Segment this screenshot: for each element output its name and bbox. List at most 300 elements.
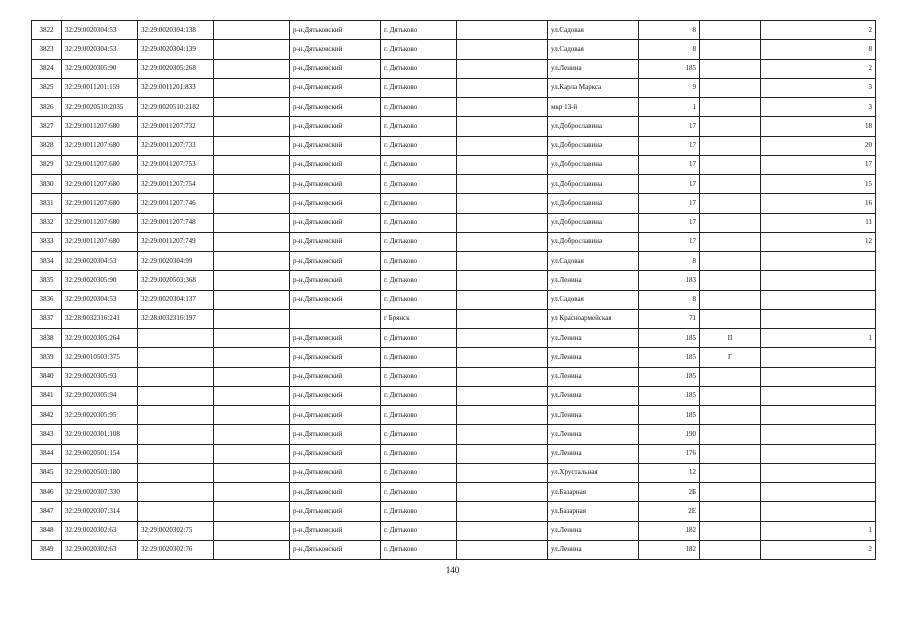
unit-cadastral-number-cell: 32:29:0020305:268 <box>138 59 214 78</box>
city-cell: г. Дятьково <box>381 271 457 290</box>
street-cell: ул.Базарная <box>548 483 639 502</box>
spacer-cell <box>214 232 290 251</box>
row-number-cell: 3846 <box>32 483 62 502</box>
blank-cell <box>457 309 548 328</box>
apartment-cell: 18 <box>761 117 876 136</box>
district-cell: р-н.Дятьковский <box>290 213 381 232</box>
street-cell: ул.Ленина <box>548 540 639 559</box>
spacer-cell <box>214 502 290 521</box>
row-number-cell: 3826 <box>32 98 62 117</box>
unit-cadastral-number-cell: 32:29:0011201:833 <box>138 78 214 97</box>
street-cell: ул.Ленина <box>548 425 639 444</box>
page-number: 140 <box>445 565 460 575</box>
building-cell <box>700 59 761 78</box>
district-cell: р-н.Дятьковский <box>290 425 381 444</box>
spacer-cell <box>214 194 290 213</box>
spacer-cell <box>214 367 290 386</box>
table-row <box>32 213 876 232</box>
cadastral-number-cell: 32:29:0011207:680 <box>62 175 138 194</box>
blank-cell <box>457 406 548 425</box>
spacer-cell <box>214 521 290 540</box>
building-cell <box>700 386 761 405</box>
street-cell: ул.Ленина <box>548 521 639 540</box>
street-cell: ул.Садовая <box>548 21 639 40</box>
cadastral-number-cell: 32:29:0020305:264 <box>62 329 138 348</box>
city-cell: г. Дятьково <box>381 483 457 502</box>
street-cell: ул.Ленина <box>548 406 639 425</box>
apartment-cell: 1 <box>761 521 876 540</box>
cadastral-number-cell: 32:29:0020503:180 <box>62 463 138 482</box>
row-number-cell: 3842 <box>32 406 62 425</box>
house-number-cell: 2Б <box>639 483 700 502</box>
building-cell <box>700 290 761 309</box>
building-cell <box>700 213 761 232</box>
unit-cadastral-number-cell: 32:29:0020510:2182 <box>138 98 214 117</box>
district-cell: р-н.Дятьковский <box>290 521 381 540</box>
cadastral-number-cell: 32:29:0020305:93 <box>62 367 138 386</box>
cadastral-number-cell: 32:29:0020305:94 <box>62 386 138 405</box>
street-cell: ул.Ленина <box>548 386 639 405</box>
house-number-cell: 8 <box>639 252 700 271</box>
house-number-cell: 185 <box>639 348 700 367</box>
blank-cell <box>457 21 548 40</box>
spacer-cell <box>214 463 290 482</box>
blank-cell <box>457 329 548 348</box>
row-number-cell: 3832 <box>32 213 62 232</box>
city-cell: г. Дятьково <box>381 348 457 367</box>
building-cell <box>700 502 761 521</box>
building-cell <box>700 98 761 117</box>
spacer-cell <box>214 155 290 174</box>
apartment-cell <box>761 463 876 482</box>
apartment-cell: 20 <box>761 136 876 155</box>
blank-cell <box>457 348 548 367</box>
unit-cadastral-number-cell <box>138 329 214 348</box>
district-cell: р-н.Дятьковский <box>290 367 381 386</box>
row-number-cell: 3829 <box>32 155 62 174</box>
house-number-cell: 185 <box>639 59 700 78</box>
spacer-cell <box>214 309 290 328</box>
apartment-cell <box>761 290 876 309</box>
blank-cell <box>457 367 548 386</box>
house-number-cell: 17 <box>639 175 700 194</box>
city-cell: г. Дятьково <box>381 444 457 463</box>
table-row <box>32 406 876 425</box>
apartment-cell: 2 <box>761 59 876 78</box>
district-cell: р-н.Дятьковский <box>290 348 381 367</box>
street-cell: ул.Ленина <box>548 348 639 367</box>
street-cell: ул.Садовая <box>548 252 639 271</box>
district-cell: р-н.Дятьковский <box>290 59 381 78</box>
cadastral-number-cell: 32:29:0011207:680 <box>62 155 138 174</box>
city-cell: г. Дятьково <box>381 329 457 348</box>
apartment-cell <box>761 425 876 444</box>
house-number-cell: 183 <box>639 271 700 290</box>
blank-cell <box>457 117 548 136</box>
city-cell: г. Дятьково <box>381 98 457 117</box>
spacer-cell <box>214 252 290 271</box>
unit-cadastral-number-cell <box>138 483 214 502</box>
row-number-cell: 3834 <box>32 252 62 271</box>
cadastral-number-cell: 32:29:0020304:53 <box>62 252 138 271</box>
city-cell: г. Дятьково <box>381 136 457 155</box>
table-row <box>32 444 876 463</box>
blank-cell <box>457 78 548 97</box>
house-number-cell: 182 <box>639 540 700 559</box>
table-row <box>32 40 876 59</box>
cadastral-number-cell: 32:29:0011207:680 <box>62 136 138 155</box>
city-cell: г. Дятьково <box>381 232 457 251</box>
spacer-cell <box>214 40 290 59</box>
house-number-cell: 8 <box>639 290 700 309</box>
unit-cadastral-number-cell <box>138 502 214 521</box>
table-row <box>32 463 876 482</box>
blank-cell <box>457 290 548 309</box>
table-row <box>32 425 876 444</box>
table-row <box>32 232 876 251</box>
cadastral-number-cell: 32:29:0011207:680 <box>62 213 138 232</box>
row-number-cell: 3828 <box>32 136 62 155</box>
building-cell <box>700 540 761 559</box>
spacer-cell <box>214 213 290 232</box>
house-number-cell: 17 <box>639 194 700 213</box>
city-cell: г. Дятьково <box>381 367 457 386</box>
register-rows <box>32 21 876 560</box>
table-row <box>32 117 876 136</box>
apartment-cell: 3 <box>761 98 876 117</box>
street-cell: ул Красноармейская <box>548 309 639 328</box>
blank-cell <box>457 425 548 444</box>
spacer-cell <box>214 175 290 194</box>
district-cell: р-н.Дятьковский <box>290 78 381 97</box>
district-cell: р-н.Дятьковский <box>290 117 381 136</box>
district-cell: р-н.Дятьковский <box>290 136 381 155</box>
unit-cadastral-number-cell: 32:29:0011207:753 <box>138 155 214 174</box>
building-cell <box>700 309 761 328</box>
blank-cell <box>457 40 548 59</box>
district-cell: р-н.Дятьковский <box>290 540 381 559</box>
spacer-cell <box>214 136 290 155</box>
apartment-cell: 2 <box>761 540 876 559</box>
spacer-cell <box>214 290 290 309</box>
table-row <box>32 59 876 78</box>
unit-cadastral-number-cell: 32:29:0020302:76 <box>138 540 214 559</box>
apartment-cell <box>761 386 876 405</box>
city-cell: г. Дятьково <box>381 386 457 405</box>
table-row <box>32 348 876 367</box>
unit-cadastral-number-cell: 32:29:0020304:137 <box>138 290 214 309</box>
building-cell: Г <box>700 348 761 367</box>
building-cell <box>700 367 761 386</box>
city-cell: г. Дятьково <box>381 78 457 97</box>
district-cell: р-н.Дятьковский <box>290 444 381 463</box>
spacer-cell <box>214 540 290 559</box>
property-register-table <box>31 20 876 560</box>
blank-cell <box>457 444 548 463</box>
street-cell: ул.Садовая <box>548 290 639 309</box>
cadastral-number-cell: 32:29:0020307:330 <box>62 483 138 502</box>
row-number-cell: 3843 <box>32 425 62 444</box>
cadastral-number-cell: 32:29:0010503:375 <box>62 348 138 367</box>
building-cell <box>700 483 761 502</box>
city-cell: г. Дятьково <box>381 521 457 540</box>
city-cell: г. Дятьково <box>381 406 457 425</box>
apartment-cell <box>761 406 876 425</box>
row-number-cell: 3822 <box>32 21 62 40</box>
district-cell: р-н.Дятьковский <box>290 40 381 59</box>
row-number-cell: 3835 <box>32 271 62 290</box>
district-cell: р-н.Дятьковский <box>290 329 381 348</box>
street-cell: ул.Ленина <box>548 329 639 348</box>
apartment-cell: 8 <box>761 40 876 59</box>
street-cell: ул.Доброславина <box>548 117 639 136</box>
city-cell: г. Дятьково <box>381 40 457 59</box>
table-row <box>32 521 876 540</box>
house-number-cell: 17 <box>639 117 700 136</box>
house-number-cell: 185 <box>639 367 700 386</box>
row-number-cell: 3839 <box>32 348 62 367</box>
blank-cell <box>457 194 548 213</box>
house-number-cell: 8 <box>639 40 700 59</box>
row-number-cell: 3841 <box>32 386 62 405</box>
row-number-cell: 3825 <box>32 78 62 97</box>
city-cell: г. Дятьково <box>381 252 457 271</box>
table-row <box>32 290 876 309</box>
cadastral-number-cell: 32:29:0020305:90 <box>62 59 138 78</box>
city-cell: г. Дятьково <box>381 194 457 213</box>
row-number-cell: 3848 <box>32 521 62 540</box>
spacer-cell <box>214 329 290 348</box>
table-row <box>32 78 876 97</box>
blank-cell <box>457 252 548 271</box>
district-cell: р-н.Дятьковский <box>290 98 381 117</box>
blank-cell <box>457 540 548 559</box>
cadastral-number-cell: 32:29:0011201:159 <box>62 78 138 97</box>
cadastral-number-cell: 32:29:0020304:53 <box>62 40 138 59</box>
district-cell: р-н.Дятьковский <box>290 252 381 271</box>
row-number-cell: 3830 <box>32 175 62 194</box>
unit-cadastral-number-cell: 32:29:0020503:368 <box>138 271 214 290</box>
table-row <box>32 155 876 174</box>
cadastral-number-cell: 32:29:0020302:63 <box>62 521 138 540</box>
row-number-cell: 3838 <box>32 329 62 348</box>
district-cell: р-н.Дятьковский <box>290 194 381 213</box>
table-row <box>32 502 876 521</box>
district-cell: р-н.Дятьковский <box>290 483 381 502</box>
district-cell: р-н.Дятьковский <box>290 502 381 521</box>
row-number-cell: 3827 <box>32 117 62 136</box>
building-cell <box>700 232 761 251</box>
blank-cell <box>457 136 548 155</box>
blank-cell <box>457 386 548 405</box>
house-number-cell: 182 <box>639 521 700 540</box>
street-cell: ул.Доброславина <box>548 155 639 174</box>
building-cell <box>700 21 761 40</box>
city-cell: г. Дятьково <box>381 540 457 559</box>
blank-cell <box>457 59 548 78</box>
building-cell <box>700 40 761 59</box>
district-cell: р-н.Дятьковский <box>290 155 381 174</box>
table-row <box>32 309 876 328</box>
row-number-cell: 3844 <box>32 444 62 463</box>
city-cell: г. Дятьково <box>381 175 457 194</box>
city-cell: г. Дятьково <box>381 21 457 40</box>
spacer-cell <box>214 59 290 78</box>
city-cell: г. Дятьково <box>381 463 457 482</box>
building-cell <box>700 175 761 194</box>
unit-cadastral-number-cell: 32:29:0020302:75 <box>138 521 214 540</box>
cadastral-number-cell: 32:29:0020302:63 <box>62 540 138 559</box>
unit-cadastral-number-cell: 32:29:0011207:749 <box>138 232 214 251</box>
table-row <box>32 21 876 40</box>
street-cell: ул.Доброславина <box>548 194 639 213</box>
spacer-cell <box>214 406 290 425</box>
house-number-cell: 9 <box>639 78 700 97</box>
cadastral-number-cell: 32:29:0020305:90 <box>62 271 138 290</box>
unit-cadastral-number-cell <box>138 463 214 482</box>
blank-cell <box>457 155 548 174</box>
district-cell: р-н.Дятьковский <box>290 463 381 482</box>
building-cell <box>700 136 761 155</box>
building-cell: II <box>700 329 761 348</box>
table-row <box>32 367 876 386</box>
unit-cadastral-number-cell: 32:29:0011207:733 <box>138 136 214 155</box>
row-number-cell: 3833 <box>32 232 62 251</box>
building-cell <box>700 444 761 463</box>
spacer-cell <box>214 98 290 117</box>
unit-cadastral-number-cell <box>138 367 214 386</box>
street-cell: ул.Доброславина <box>548 175 639 194</box>
blank-cell <box>457 175 548 194</box>
building-cell <box>700 155 761 174</box>
unit-cadastral-number-cell: 32:29:0011207:746 <box>138 194 214 213</box>
unit-cadastral-number-cell: 32:28:0032316:197 <box>138 309 214 328</box>
row-number-cell: 3845 <box>32 463 62 482</box>
apartment-cell <box>761 444 876 463</box>
unit-cadastral-number-cell <box>138 425 214 444</box>
row-number-cell: 3836 <box>32 290 62 309</box>
apartment-cell <box>761 367 876 386</box>
cadastral-number-cell: 32:29:0020501:154 <box>62 444 138 463</box>
table-row <box>32 98 876 117</box>
house-number-cell: 1 <box>639 98 700 117</box>
city-cell: г. Дятьково <box>381 117 457 136</box>
row-number-cell: 3831 <box>32 194 62 213</box>
city-cell: г. Дятьково <box>381 425 457 444</box>
city-cell: г Брянск <box>381 309 457 328</box>
apartment-cell <box>761 348 876 367</box>
blank-cell <box>457 483 548 502</box>
unit-cadastral-number-cell: 32:29:0020304:138 <box>138 21 214 40</box>
street-cell: ул.Базарная <box>548 502 639 521</box>
unit-cadastral-number-cell <box>138 444 214 463</box>
unit-cadastral-number-cell <box>138 406 214 425</box>
house-number-cell: 17 <box>639 136 700 155</box>
table-row <box>32 271 876 290</box>
street-cell: ул.Ленина <box>548 271 639 290</box>
city-cell: г. Дятьково <box>381 290 457 309</box>
spacer-cell <box>214 444 290 463</box>
building-cell <box>700 117 761 136</box>
house-number-cell: 17 <box>639 213 700 232</box>
table-row <box>32 386 876 405</box>
street-cell: ул.Карла Маркса <box>548 78 639 97</box>
district-cell: р-н.Дятьковский <box>290 232 381 251</box>
building-cell <box>700 521 761 540</box>
apartment-cell <box>761 502 876 521</box>
apartment-cell: 1 <box>761 329 876 348</box>
building-cell <box>700 252 761 271</box>
apartment-cell <box>761 309 876 328</box>
cadastral-number-cell: 32:29:0011207:680 <box>62 194 138 213</box>
cadastral-number-cell: 32:29:0011207:680 <box>62 232 138 251</box>
city-cell: г. Дятьково <box>381 155 457 174</box>
street-cell: ул.Доброславина <box>548 213 639 232</box>
unit-cadastral-number-cell: 32:29:0020304:139 <box>138 40 214 59</box>
spacer-cell <box>214 483 290 502</box>
table-row <box>32 540 876 559</box>
cadastral-number-cell: 32:29:0020305:95 <box>62 406 138 425</box>
city-cell: г. Дятьково <box>381 59 457 78</box>
district-cell <box>290 309 381 328</box>
apartment-cell <box>761 271 876 290</box>
apartment-cell: 17 <box>761 155 876 174</box>
apartment-cell: 16 <box>761 194 876 213</box>
street-cell: ул.Ленина <box>548 367 639 386</box>
house-number-cell: 176 <box>639 444 700 463</box>
spacer-cell <box>214 78 290 97</box>
row-number-cell: 3847 <box>32 502 62 521</box>
table-row <box>32 194 876 213</box>
row-number-cell: 3823 <box>32 40 62 59</box>
table-row <box>32 136 876 155</box>
house-number-cell: 8 <box>639 21 700 40</box>
street-cell: ул.Доброславина <box>548 232 639 251</box>
apartment-cell <box>761 483 876 502</box>
cadastral-number-cell: 32:29:0020304:53 <box>62 290 138 309</box>
blank-cell <box>457 232 548 251</box>
apartment-cell: 3 <box>761 78 876 97</box>
blank-cell <box>457 213 548 232</box>
row-number-cell: 3837 <box>32 309 62 328</box>
unit-cadastral-number-cell: 32:29:0011207:748 <box>138 213 214 232</box>
city-cell: г. Дятьково <box>381 502 457 521</box>
spacer-cell <box>214 348 290 367</box>
apartment-cell <box>761 252 876 271</box>
cadastral-number-cell: 32:29:0011207:680 <box>62 117 138 136</box>
street-cell: ул.Хрустальная <box>548 463 639 482</box>
street-cell: ул.Ленина <box>548 444 639 463</box>
house-number-cell: 185 <box>639 329 700 348</box>
spacer-cell <box>214 425 290 444</box>
apartment-cell: 11 <box>761 213 876 232</box>
table-row <box>32 329 876 348</box>
cadastral-number-cell: 32:29:0020307:314 <box>62 502 138 521</box>
district-cell: р-н.Дятьковский <box>290 271 381 290</box>
spacer-cell <box>214 386 290 405</box>
house-number-cell: 190 <box>639 425 700 444</box>
spacer-cell <box>214 271 290 290</box>
apartment-cell: 12 <box>761 232 876 251</box>
district-cell: р-н.Дятьковский <box>290 386 381 405</box>
table-row <box>32 252 876 271</box>
building-cell <box>700 406 761 425</box>
street-cell: ул.Садовая <box>548 40 639 59</box>
table-row <box>32 175 876 194</box>
building-cell <box>700 78 761 97</box>
cadastral-number-cell: 32:29:0020304:53 <box>62 21 138 40</box>
blank-cell <box>457 271 548 290</box>
